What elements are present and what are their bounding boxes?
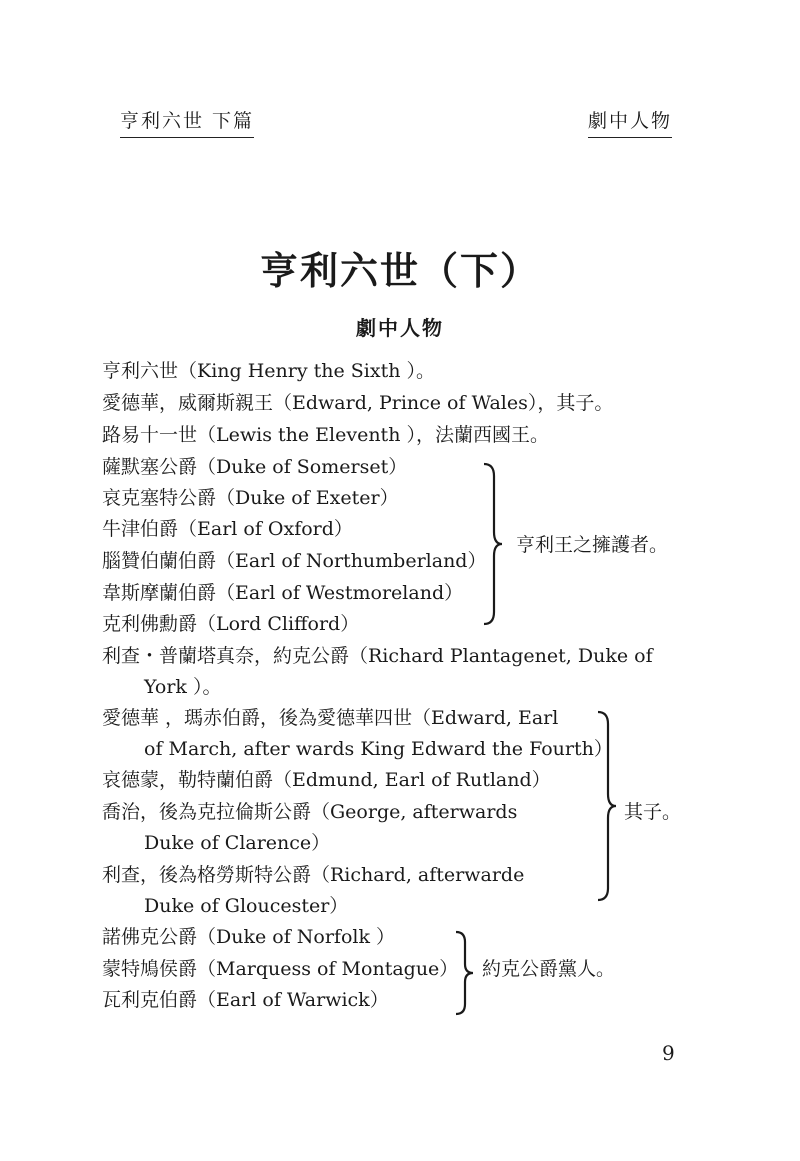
character-line: 蒙特鳩侯爵（Marquess of Montague） <box>102 958 459 980</box>
character-line: 瓦利克伯爵（Earl of Warwick） <box>102 989 389 1011</box>
brace-group-1 <box>480 462 504 626</box>
character-line: 韋斯摩蘭伯爵（Earl of Westmoreland） <box>102 582 464 604</box>
page-number: 9 <box>662 1041 675 1065</box>
character-line: 愛德華 ，瑪赤伯爵，後為愛德華四世（Edward, Earl <box>102 707 559 729</box>
character-line: 牛津伯爵（Earl of Oxford） <box>102 518 353 540</box>
character-line: 利查・普蘭塔真奈，約克公爵（Richard Plantagenet, Duke of <box>102 645 653 667</box>
group-note-3: 約克公爵黨人。 <box>482 958 616 980</box>
running-header-left: 亨利六世 下篇 <box>120 108 254 138</box>
brace-group-3 <box>452 930 476 1016</box>
running-header-right: 劇中人物 <box>588 108 672 138</box>
character-line: 愛德華，威爾斯親王（Edward, Prince of Wales），其子。 <box>102 392 614 414</box>
group-note-1: 亨利王之擁護者。 <box>516 534 669 556</box>
character-line-continued: York ）。 <box>144 676 222 698</box>
character-line: 諾佛克公爵（Duke of Norfolk ） <box>102 926 396 948</box>
brace-group-2 <box>594 710 618 902</box>
character-line: 克利佛勳爵（Lord Clifford） <box>102 613 360 635</box>
character-line: 腦贊伯蘭伯爵（Earl of Northumberland） <box>102 550 487 572</box>
page-subtitle: 劇中人物 <box>356 316 444 340</box>
group-note-2: 其子。 <box>624 801 682 823</box>
character-line: 哀德蒙，勒特蘭伯爵（Edmund, Earl of Rutland） <box>102 769 551 791</box>
character-line: 路易十一世（Lewis the Eleventh ），法蘭西國王。 <box>102 424 549 446</box>
page-title: 亨利六世（下） <box>259 248 540 293</box>
character-line-continued: Duke of Gloucester） <box>144 895 349 917</box>
character-line: 喬治，後為克拉倫斯公爵（George, afterwards <box>102 801 518 823</box>
character-line: 亨利六世（King Henry the Sixth ）。 <box>102 360 435 382</box>
character-line: 利查，後為格勞斯特公爵（Richard, afterwarde <box>102 864 525 886</box>
character-line: 薩默塞公爵（Duke of Somerset） <box>102 456 408 478</box>
character-line: 哀克塞特公爵（Duke of Exeter） <box>102 487 399 509</box>
character-line-continued: Duke of Clarence） <box>144 832 331 854</box>
character-line-continued: of March, after wards King Edward the Fourth） <box>144 738 613 760</box>
